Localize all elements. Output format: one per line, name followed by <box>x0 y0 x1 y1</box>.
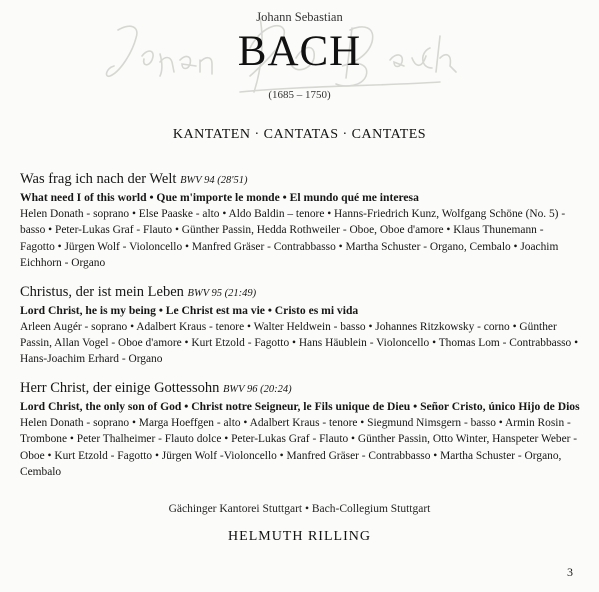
cantata-title: Was frag ich nach der Welt <box>20 171 177 187</box>
cantata-performers: Helen Donath - soprano • Marga Hoeffgen - alto • Adalbert Kraus - tenore • Siegmund Nimsgern - basso • Armin Rosin - Trombone • Peter Thalheimer - Flauto dolce • Peter-Lukas Graf - Flauto • Günther Passin, Otto Winter, Hanspeter Weber - Oboe • Kurt Etzold - Fagotto • Jürgen Wolf -Violoncello • Manfred Gräser - Contrabbasso • Martha Schuster - Organo, Cembalo <box>20 416 578 479</box>
ensembles: Gächinger Kantorei Stuttgart • Bach-Collegium Stuttgart <box>168 503 431 515</box>
cantata-bwv: BWV 94 (28'51) <box>180 175 248 186</box>
cantata-item <box>20 283 580 368</box>
page-number: 3 <box>567 565 573 579</box>
composer-dates: (1685 – 1750) <box>268 89 331 101</box>
cantata-title: Herr Christ, der einige Gottessohn <box>20 379 220 396</box>
cantata-translations: What need I of this world • Que m'importe le monde • El mundo qué me interesa <box>20 191 419 204</box>
cantata-item <box>20 170 580 272</box>
composer-surname: BACH <box>237 28 362 75</box>
cantata-translations: Lord Christ, he is my being • Le Christ est ma vie • Cristo es mi vida <box>20 303 359 317</box>
cantata-performers: Helen Donath - soprano • Else Paaske - alto • Aldo Baldin – tenore • Hanns-Friedrich Kunz, Wolfgang Schöne (No. 5) - basso • Peter-Lukas Graf - Flauto • Günther Passin, Hedda Rothweiler - Oboe, Oboe d'amore • Klaus Thunemann - Fagotto • Jürgen Wolf - Violoncello • Manfred Gräser - Contrabbasso • Martha Schuster - Organo, Cembalo • Joachim Eichhorn - Organo <box>20 208 566 270</box>
cantata-list <box>20 170 580 491</box>
cantata-performers: Arleen Augér - soprano • Adalbert Kraus - tenore • Walter Heldwein - basso • Johannes Ritzkowsky - corno • Günther Passin, Allan Vogel - Oboe d'amore • Kurt Etzold - Fagotto • Hans Häublein - Violoncello • Thomas Lom - Contrabbasso • Hans-Joachim Erhard - Organo <box>20 320 579 366</box>
conductor: HELMUTH RILLING <box>228 529 371 544</box>
section-title: KANTATEN · CANTATAS · CANTATES <box>172 127 427 142</box>
cantata-bwv: BWV 95 (21:49) <box>187 287 257 299</box>
cantata-item <box>20 379 580 481</box>
cantata-bwv: BWV 96 (20:24) <box>222 383 292 395</box>
composer-first-name: Johann Sebastian <box>256 10 343 24</box>
cantata-translations: Lord Christ, the only son of God • Christ notre Seigneur, le Fils unique de Dieu • Señor Cristo, único Hijo de Dios <box>20 399 580 413</box>
cantata-title: Christus, der ist mein Leben <box>20 283 184 300</box>
